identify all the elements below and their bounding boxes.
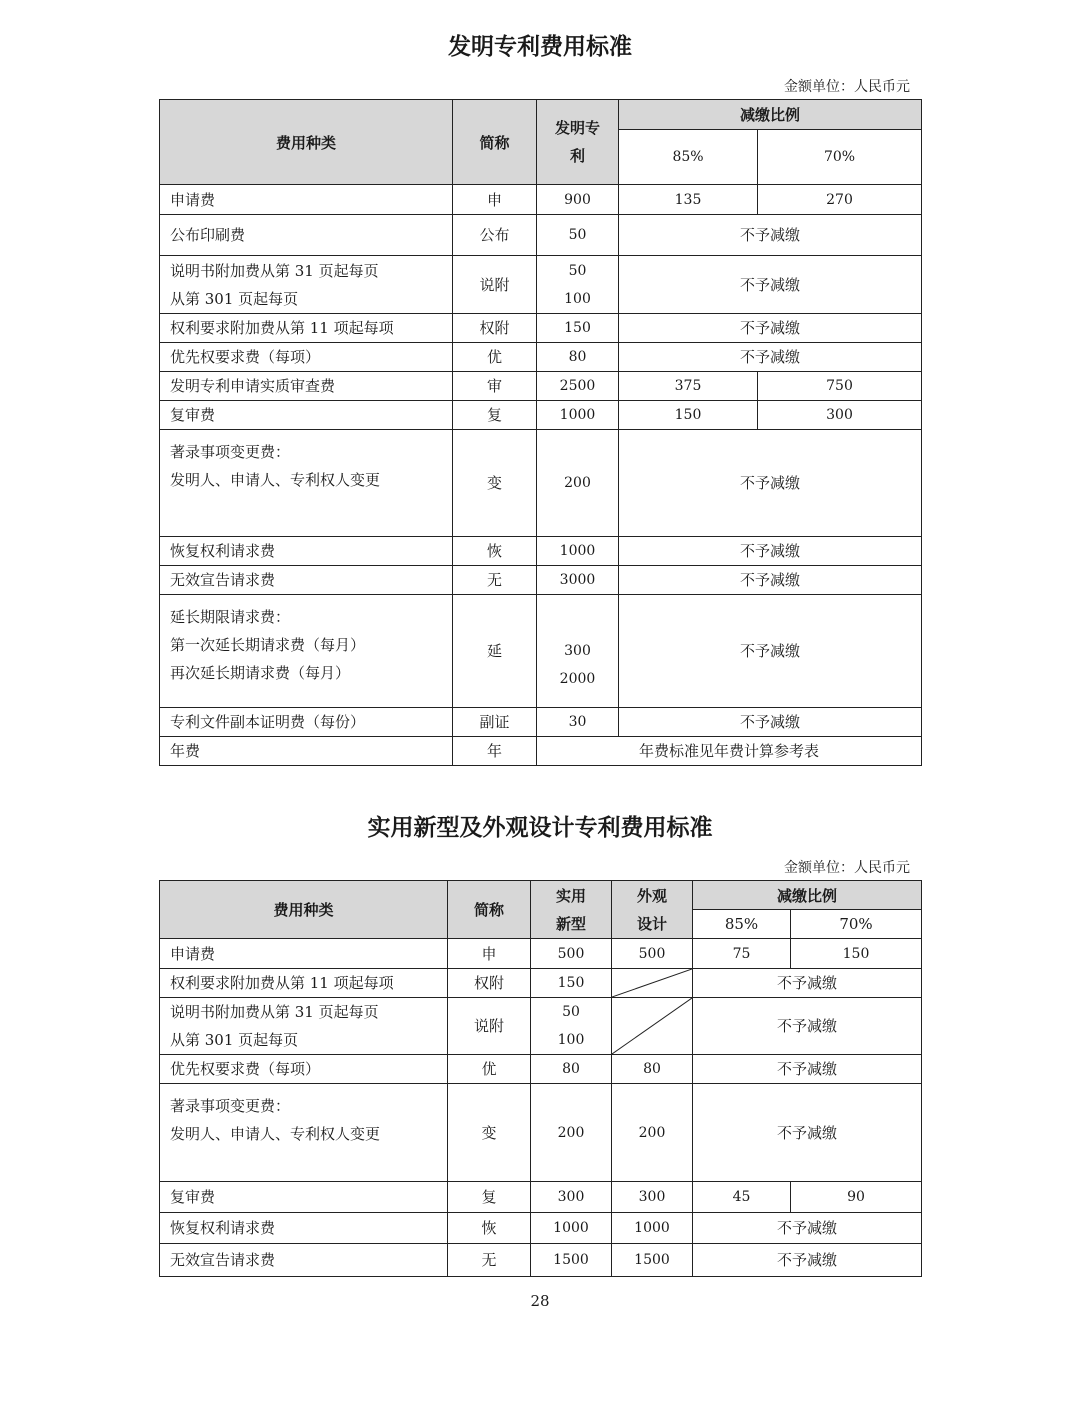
fee-utility: 150 [531, 969, 612, 998]
header-70: 70% [758, 130, 922, 185]
fee-name: 权利要求附加费从第 11 项起每项 [160, 314, 453, 343]
table-row [160, 737, 922, 766]
fee-note: 不予减缴 [693, 1244, 922, 1277]
fee-name-line1: 延长期限请求费： [170, 608, 291, 626]
fee-70: 90 [791, 1182, 922, 1213]
header-abbr: 简称 [453, 100, 537, 185]
fee-abbr: 优 [453, 343, 537, 372]
table-row [160, 595, 922, 708]
fee-name: 恢复权利请求费 [160, 537, 453, 566]
fee-abbr: 变 [448, 1084, 531, 1182]
fee-abbr: 说附 [453, 256, 537, 314]
header-70: 70% [791, 910, 922, 939]
fee-abbr: 说附 [448, 998, 531, 1055]
header-85: 85% [619, 130, 758, 185]
fee-abbr: 恢 [453, 537, 537, 566]
fee-utility: 300 [531, 1182, 612, 1213]
fee-utility [531, 998, 612, 1055]
fee-name-line1: 说明书附加费从第 31 页起每页 [170, 261, 379, 280]
fee-abbr: 无 [453, 566, 537, 595]
fee-note: 不予减缴 [693, 1213, 922, 1244]
fee-amount: 1000 [537, 537, 619, 566]
fee-note: 不予减缴 [619, 256, 922, 314]
header-design [612, 881, 693, 939]
fee-amount: 200 [537, 430, 619, 537]
fee-85: 75 [693, 939, 791, 969]
fee-name: 权利要求附加费从第 11 项起每项 [160, 969, 448, 998]
currency-unit-note-2: 金额单位：人民币元 [784, 860, 910, 876]
fee-70: 300 [758, 401, 922, 430]
fee-note: 不予减缴 [693, 969, 922, 998]
fee-design: 200 [612, 1084, 693, 1182]
fee-design: 80 [612, 1055, 693, 1084]
fee-name-line3: 再次延长期请求费（每月） [170, 664, 351, 682]
fee-abbr: 权附 [453, 314, 537, 343]
fee-amount-line2: 100 [564, 290, 591, 307]
fee-name: 发明专利申请实质审查费 [160, 372, 453, 401]
fee-abbr: 复 [448, 1182, 531, 1213]
fee-name-line1: 说明书附加费从第 31 页起每页 [170, 1003, 379, 1021]
fee-note: 不予减缴 [619, 314, 922, 343]
fee-amount: 2500 [537, 372, 619, 401]
fee-name: 无效宣告请求费 [160, 566, 453, 595]
fee-abbr: 变 [453, 430, 537, 537]
fee-name: 恢复权利请求费 [160, 1213, 448, 1244]
header-utility [531, 881, 612, 939]
fee-abbr: 年 [453, 737, 537, 766]
header-design-line2: 设计 [636, 914, 667, 933]
fee-85: 45 [693, 1182, 791, 1213]
fee-amount [537, 595, 619, 708]
table-row [160, 969, 922, 998]
fee-note: 不予减缴 [619, 215, 922, 256]
header-85: 85% [693, 910, 791, 939]
fee-name-line2: 第一次延长期请求费（每月） [170, 636, 366, 654]
fee-utility: 200 [531, 1084, 612, 1182]
fee-utility-line1: 50 [562, 1004, 580, 1020]
table-row [160, 1213, 922, 1244]
table-row [160, 1244, 922, 1277]
fee-abbr: 公布 [453, 215, 537, 256]
fee-utility: 80 [531, 1055, 612, 1084]
table-row [160, 566, 922, 595]
table-row [160, 185, 922, 215]
currency-unit-note: 金额单位：人民币元 [784, 79, 910, 95]
fee-name-line1: 著录事项变更费： [170, 443, 291, 461]
header-reduction: 减缴比例 [693, 881, 922, 910]
fee-name: 复审费 [160, 1182, 448, 1213]
table-row [160, 1055, 922, 1084]
fee-amount: 900 [537, 185, 619, 215]
fee-70: 270 [758, 185, 922, 215]
fee-name: 公布印刷费 [160, 215, 453, 256]
header-reduction: 减缴比例 [619, 100, 922, 130]
fee-note: 不予减缴 [619, 343, 922, 372]
fee-name-line2: 从第 301 页起每页 [170, 289, 299, 308]
fee-note: 不予减缴 [693, 1084, 922, 1182]
diagonal-slash [612, 969, 692, 997]
fee-utility: 1000 [531, 1213, 612, 1244]
table-row [160, 314, 922, 343]
fee-abbr: 复 [453, 401, 537, 430]
fee-note: 不予减缴 [693, 998, 922, 1055]
fee-name: 专利文件副本证明费（每份） [160, 708, 453, 737]
fee-name [160, 1084, 448, 1182]
fee-70: 750 [758, 372, 922, 401]
fee-abbr: 恢 [448, 1213, 531, 1244]
fee-85: 375 [619, 372, 758, 401]
fee-design: 500 [612, 939, 693, 969]
fee-abbr: 审 [453, 372, 537, 401]
fee-amount: 150 [537, 314, 619, 343]
header-utility-line1: 实用 [555, 886, 586, 905]
fee-name: 复审费 [160, 401, 453, 430]
fee-note: 不予减缴 [693, 1055, 922, 1084]
fee-amount: 30 [537, 708, 619, 737]
fee-note: 不予减缴 [619, 566, 922, 595]
fee-amount-line1: 50 [568, 262, 587, 279]
fee-name [160, 998, 448, 1055]
fee-amount: 3000 [537, 566, 619, 595]
header-utility-line2: 新型 [555, 914, 586, 933]
table-row [160, 215, 922, 256]
table-row [160, 998, 922, 1055]
utility-design-fee-table [159, 880, 922, 1277]
fee-70: 150 [791, 939, 922, 969]
header-amount [537, 100, 619, 185]
header-fee-type: 费用种类 [160, 881, 448, 939]
fee-amount-line2: 2000 [559, 671, 596, 687]
not-applicable-cell [612, 969, 693, 998]
fee-abbr: 副证 [453, 708, 537, 737]
fee-abbr: 申 [448, 939, 531, 969]
fee-note: 年费标准见年费计算参考表 [537, 737, 922, 766]
header-abbr: 简称 [448, 881, 531, 939]
fee-amount-line1: 300 [564, 643, 591, 659]
fee-name: 无效宣告请求费 [160, 1244, 448, 1277]
fee-amount: 50 [537, 215, 619, 256]
header-design-line1: 外观 [636, 886, 667, 905]
utility-design-fee-title: 实用新型及外观设计专利费用标准 [367, 815, 713, 841]
fee-name [160, 256, 453, 314]
fee-name: 优先权要求费（每项） [160, 343, 453, 372]
invention-fee-title: 发明专利费用标准 [448, 34, 632, 60]
fee-85: 150 [619, 401, 758, 430]
fee-name [160, 430, 453, 537]
fee-note: 不予减缴 [619, 430, 922, 537]
fee-abbr: 无 [448, 1244, 531, 1277]
fee-name: 申请费 [160, 185, 453, 215]
table-row [160, 430, 922, 537]
fee-name: 优先权要求费（每项） [160, 1055, 448, 1084]
fee-note: 不予减缴 [619, 537, 922, 566]
diagonal-slash [612, 998, 692, 1054]
fee-abbr: 权附 [448, 969, 531, 998]
fee-utility: 500 [531, 939, 612, 969]
table-row [160, 708, 922, 737]
header-fee-type: 费用种类 [160, 100, 453, 185]
fee-design: 1500 [612, 1244, 693, 1277]
fee-name-line2: 发明人、申请人、专利权人变更 [170, 1125, 381, 1143]
fee-note: 不予减缴 [619, 708, 922, 737]
fee-abbr: 申 [453, 185, 537, 215]
fee-name: 年费 [160, 737, 453, 766]
fee-utility: 1500 [531, 1244, 612, 1277]
fee-name-line1: 著录事项变更费： [170, 1097, 291, 1115]
header-amount-line2: 利 [569, 147, 585, 165]
fee-note: 不予减缴 [619, 595, 922, 708]
fee-name-line2: 发明人、申请人、专利权人变更 [170, 471, 381, 489]
fee-utility-line2: 100 [557, 1032, 585, 1048]
fee-abbr: 优 [448, 1055, 531, 1084]
fee-85: 135 [619, 185, 758, 215]
fee-name [160, 595, 453, 708]
fee-abbr: 延 [453, 595, 537, 708]
table-row [160, 1084, 922, 1182]
table-row [160, 256, 922, 314]
fee-amount [537, 256, 619, 314]
table-row [160, 343, 922, 372]
fee-amount: 1000 [537, 401, 619, 430]
table-row [160, 372, 922, 401]
fee-name-line2: 从第 301 页起每页 [170, 1031, 299, 1049]
table-row [160, 1182, 922, 1213]
invention-fee-table [159, 99, 922, 766]
page-number: 28 [530, 1292, 550, 1310]
fee-design: 300 [612, 1182, 693, 1213]
table-row [160, 939, 922, 969]
fee-amount: 80 [537, 343, 619, 372]
fee-name: 申请费 [160, 939, 448, 969]
table-row [160, 537, 922, 566]
fee-design: 1000 [612, 1213, 693, 1244]
header-amount-line1: 发明专 [554, 119, 600, 137]
not-applicable-cell [612, 998, 693, 1055]
table-row [160, 401, 922, 430]
